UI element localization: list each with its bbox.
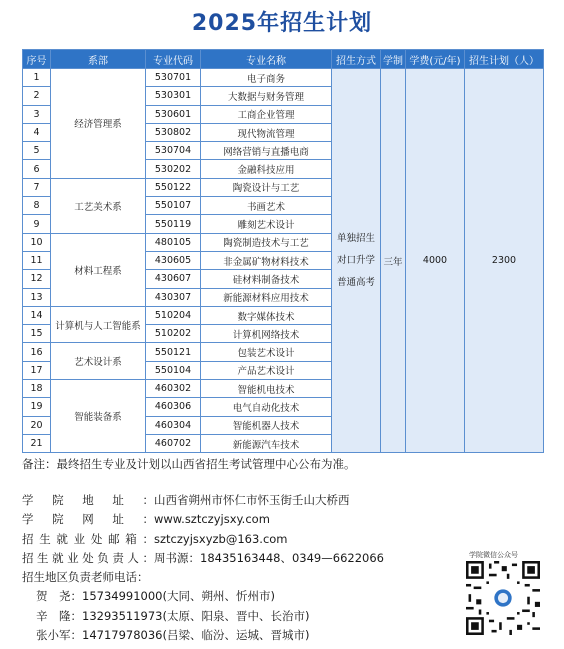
major-name: 电气自动化技术 bbox=[201, 398, 332, 416]
contact-label: 招生就业处负责人： bbox=[22, 550, 154, 565]
col-header-plan: 招生计划（人） bbox=[465, 50, 544, 69]
enrollment-mode-item: 单独招生 bbox=[336, 232, 375, 244]
tuition-value: 4000 bbox=[406, 69, 465, 453]
major-code: 530802 bbox=[146, 123, 201, 141]
website-label: 学院网址： bbox=[22, 512, 154, 527]
row-number: 18 bbox=[23, 380, 51, 398]
department-name: 材料工程系 bbox=[51, 233, 146, 306]
row-number: 7 bbox=[23, 178, 51, 196]
regional-contact: 辛 隆：13293511973(太原、阳泉、晋中、长治市) bbox=[36, 608, 310, 623]
major-code: 460702 bbox=[146, 434, 201, 452]
major-name: 大数据与财务管理 bbox=[201, 87, 332, 105]
row-number: 12 bbox=[23, 270, 51, 288]
major-code: 550104 bbox=[146, 361, 201, 379]
row-number: 13 bbox=[23, 288, 51, 306]
row-number: 20 bbox=[23, 416, 51, 434]
address-value: 山西省朔州市怀仁市怀玉街壬山大桥西 bbox=[154, 493, 350, 507]
department-name: 计算机与人工智能系 bbox=[51, 306, 146, 343]
major-name: 网络营销与直播电商 bbox=[201, 142, 332, 160]
major-name: 非金属矿物材料技术 bbox=[201, 251, 332, 269]
major-code: 530202 bbox=[146, 160, 201, 178]
department-name: 智能装备系 bbox=[51, 380, 146, 453]
major-name: 陶瓷制造技术与工艺 bbox=[201, 233, 332, 251]
major-code: 550122 bbox=[146, 178, 201, 196]
row-number: 6 bbox=[23, 160, 51, 178]
major-name: 新能源汽车技术 bbox=[201, 434, 332, 452]
email-value[interactable]: sztczyjsxyzb@163.com bbox=[154, 531, 288, 546]
regional-contact: 贺 尧：15734991000(大同、朔州、忻州市) bbox=[36, 589, 275, 604]
major-code: 430307 bbox=[146, 288, 201, 306]
major-code: 530704 bbox=[146, 142, 201, 160]
website-value[interactable]: www.sztczyjsxy.com bbox=[154, 512, 270, 527]
page-title: 2025年招生计划 bbox=[191, 11, 373, 36]
col-header-no: 序号 bbox=[23, 50, 51, 69]
enrollment-plan-table bbox=[22, 49, 544, 453]
row-number: 11 bbox=[23, 251, 51, 269]
major-code: 550121 bbox=[146, 343, 201, 361]
row-number: 2 bbox=[23, 87, 51, 105]
col-header-mode: 招生方式 bbox=[332, 50, 381, 69]
address-label: 学院地址： bbox=[22, 493, 154, 507]
wechat-qr-code bbox=[466, 561, 540, 635]
major-code: 530301 bbox=[146, 87, 201, 105]
row-number: 3 bbox=[23, 105, 51, 123]
major-name: 产品艺术设计 bbox=[201, 361, 332, 379]
major-name: 书画艺术 bbox=[201, 197, 332, 215]
major-name: 包装艺术设计 bbox=[201, 343, 332, 361]
row-number: 4 bbox=[23, 123, 51, 141]
department-name: 经济管理系 bbox=[51, 69, 146, 179]
contact-row bbox=[22, 549, 384, 568]
major-name: 现代物流管理 bbox=[201, 123, 332, 141]
major-code: 510204 bbox=[146, 306, 201, 324]
qr-caption: 学院微信公众号 bbox=[469, 551, 518, 559]
col-header-major: 专业名称 bbox=[201, 50, 332, 69]
major-name: 智能机器人技术 bbox=[201, 416, 332, 434]
row-number: 1 bbox=[23, 69, 51, 87]
major-code: 510202 bbox=[146, 325, 201, 343]
major-code: 430605 bbox=[146, 251, 201, 269]
contact-info bbox=[22, 491, 384, 645]
row-number: 9 bbox=[23, 215, 51, 233]
col-header-code: 专业代码 bbox=[146, 50, 201, 69]
table-row bbox=[23, 69, 544, 87]
row-number: 21 bbox=[23, 434, 51, 452]
major-code: 460302 bbox=[146, 380, 201, 398]
major-name: 硅材料制备技术 bbox=[201, 270, 332, 288]
major-code: 430607 bbox=[146, 270, 201, 288]
major-name: 数字媒体技术 bbox=[201, 306, 332, 324]
email-row bbox=[22, 530, 384, 549]
plan-value: 2300 bbox=[465, 69, 544, 453]
duration-value: 三年 bbox=[381, 69, 406, 453]
website-row bbox=[22, 510, 384, 529]
major-code: 530601 bbox=[146, 105, 201, 123]
major-name: 计算机网络技术 bbox=[201, 325, 332, 343]
row-number: 19 bbox=[23, 398, 51, 416]
address-row bbox=[22, 491, 384, 510]
major-code: 460304 bbox=[146, 416, 201, 434]
regional-contact: 张小军：14717978036(吕梁、临汾、运城、晋城市) bbox=[36, 628, 310, 643]
row-number: 17 bbox=[23, 361, 51, 379]
row-number: 16 bbox=[23, 343, 51, 361]
major-name: 工商企业管理 bbox=[201, 105, 332, 123]
department-name: 艺术设计系 bbox=[51, 343, 146, 380]
row-number: 14 bbox=[23, 306, 51, 324]
email-label: 招生就业处邮箱： bbox=[22, 531, 154, 546]
row-number: 8 bbox=[23, 197, 51, 215]
col-header-tuition: 学费(元/年) bbox=[406, 50, 465, 69]
major-code: 550107 bbox=[146, 197, 201, 215]
enrollment-mode bbox=[332, 69, 381, 453]
major-name: 陶瓷设计与工艺 bbox=[201, 178, 332, 196]
regional-heading: 招生地区负责老师电话： bbox=[22, 570, 149, 585]
row-number: 10 bbox=[23, 233, 51, 251]
enrollment-mode-item: 普通高考 bbox=[336, 276, 375, 288]
major-name: 新能源材料应用技术 bbox=[201, 288, 332, 306]
department-name: 工艺美术系 bbox=[51, 178, 146, 233]
major-code: 550119 bbox=[146, 215, 201, 233]
major-name: 电子商务 bbox=[201, 69, 332, 87]
table-header-row bbox=[23, 50, 544, 69]
major-code: 530701 bbox=[146, 69, 201, 87]
col-header-department: 系部 bbox=[51, 50, 146, 69]
row-number: 5 bbox=[23, 142, 51, 160]
major-name: 雕刻艺术设计 bbox=[201, 215, 332, 233]
major-code: 480105 bbox=[146, 233, 201, 251]
contact-value: 周书源：18435163448、0349—6622066 bbox=[154, 550, 384, 565]
remark-note: 备注：最终招生专业及计划以山西省招生考试管理中心公布为准。 bbox=[22, 457, 356, 471]
major-name: 智能机电技术 bbox=[201, 380, 332, 398]
col-header-duration: 学制 bbox=[381, 50, 406, 69]
major-code: 460306 bbox=[146, 398, 201, 416]
major-name: 金融科技应用 bbox=[201, 160, 332, 178]
row-number: 15 bbox=[23, 325, 51, 343]
enrollment-mode-item: 对口升学 bbox=[336, 254, 375, 266]
